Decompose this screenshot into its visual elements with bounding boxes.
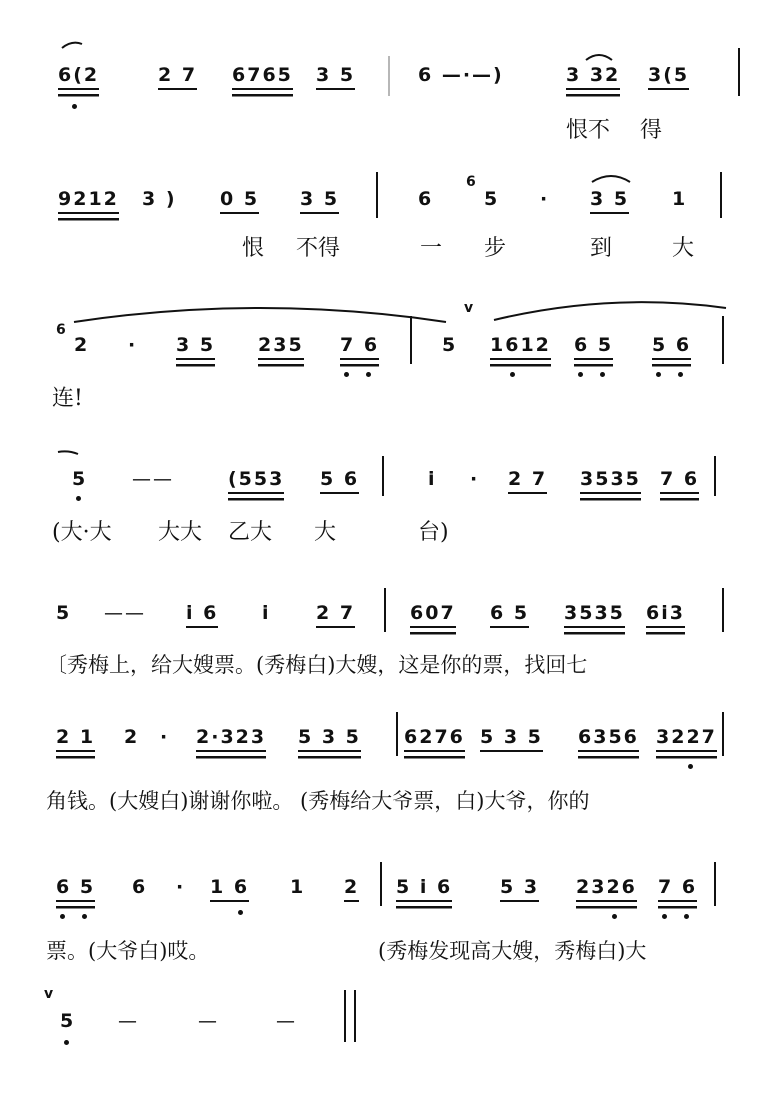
note-group: 2326 [576, 874, 637, 902]
note-group: 3 5 [176, 332, 215, 360]
notes-row [0, 874, 772, 914]
phrase-slur [490, 298, 730, 324]
octave-dot [510, 372, 515, 377]
lyrics-row [0, 116, 772, 152]
note-group: 2 7 [508, 466, 547, 494]
note-group: 3 32 [566, 62, 620, 90]
dotted-rhythm: · [128, 334, 138, 356]
barline [376, 172, 378, 218]
note-group: 2 1 [56, 724, 95, 752]
octave-dot [684, 914, 689, 919]
note-group: 3535 [580, 466, 641, 494]
lyric-syllable: 连! [52, 386, 83, 411]
barline [738, 48, 740, 96]
note-group: 3227 [656, 724, 717, 752]
breath-mark: v [464, 300, 474, 316]
octave-dot [72, 104, 77, 109]
lyric-syllable: 恨 [242, 236, 265, 261]
note-group: 3 5 [316, 62, 355, 90]
note-group: 5 [72, 468, 88, 490]
note-group: 6 [132, 876, 148, 898]
note-group: 7 6 [660, 466, 699, 494]
note-group: 6276 [404, 724, 465, 752]
lyric-syllable: 恨不 [566, 118, 611, 143]
dotted-rhythm: · [540, 188, 550, 210]
octave-dot [76, 496, 81, 501]
lyric-syllable: 乙大 [228, 520, 273, 545]
note-group: 2 [74, 334, 90, 356]
note-group: 5 [484, 188, 500, 210]
barline [382, 456, 384, 496]
lyric-syllable: 不得 [296, 236, 341, 261]
lyrics-row [0, 234, 772, 270]
notes-row [0, 62, 772, 102]
note-group: 5 i 6 [396, 874, 452, 902]
stage-direction: 票。(大爷白)哎。 [46, 939, 210, 963]
octave-dot [64, 1040, 69, 1045]
note-group: 2 [344, 874, 359, 902]
barline [396, 712, 398, 756]
octave-dot [656, 372, 661, 377]
lyric-syllable: 台) [418, 520, 449, 545]
lyrics-row [0, 786, 772, 822]
grace-note: 6 [56, 322, 66, 338]
note-group: i [428, 468, 437, 490]
barline [722, 316, 724, 364]
lyric-syllable: (大·大 [52, 520, 112, 545]
lyric-syllable: 得 [640, 118, 663, 143]
grace-note: 6 [466, 174, 476, 190]
notes-row [0, 174, 772, 226]
barline [380, 862, 382, 906]
note-group: — [276, 1010, 297, 1032]
dotted-rhythm: · [176, 876, 186, 898]
note-group: 5 6 [320, 466, 359, 494]
note-group: 1 [290, 876, 306, 898]
note-group: 6 —·—) [418, 64, 504, 86]
stage-direction: (秀梅发现高大嫂，秀梅白)大 [378, 939, 647, 963]
note-group: 6 [418, 188, 434, 210]
octave-dot [60, 914, 65, 919]
note-group: 1 6 [210, 874, 249, 902]
slur-mark [56, 444, 80, 458]
note-group: 607 [410, 600, 456, 628]
note-group: 6765 [232, 62, 293, 90]
note-group: 1612 [490, 332, 551, 360]
lyrics-row [0, 650, 772, 686]
barline [714, 456, 716, 496]
octave-dot [238, 910, 243, 915]
note-group: 3 5 [300, 186, 339, 214]
note-group: 235 [258, 332, 304, 360]
octave-dot [344, 372, 349, 377]
octave-dot [600, 372, 605, 377]
barline [722, 588, 724, 632]
lyric-syllable: 一 [420, 236, 443, 261]
octave-dot [578, 372, 583, 377]
note-group: 2 7 [158, 62, 197, 90]
note-group: 6356 [578, 724, 639, 752]
slur-mark [60, 38, 84, 52]
tie-mark [584, 50, 614, 62]
note-group: 1 [672, 188, 688, 210]
note-group: —— [104, 602, 146, 624]
note-group: (553 [228, 466, 284, 494]
note-group: —— [132, 468, 174, 490]
octave-dot [82, 914, 87, 919]
dotted-rhythm: · [470, 468, 480, 490]
breath-mark: v [44, 986, 54, 1002]
note-group: 3(5 [648, 62, 689, 90]
notes-row [0, 322, 772, 372]
octave-dot [662, 914, 667, 919]
note-group: 6(2 [58, 62, 99, 90]
note-group: 7 6 [658, 874, 697, 902]
phrase-slur [70, 300, 450, 326]
note-group: — [118, 1010, 139, 1032]
tie-mark [590, 172, 632, 184]
notes-row [0, 466, 772, 506]
barline [722, 712, 724, 756]
note-group: 5 6 [652, 332, 691, 360]
lyric-syllable: 到 [590, 236, 613, 261]
note-group: i [262, 602, 271, 624]
notes-row [0, 600, 772, 640]
barline [384, 588, 386, 632]
lyrics-row [0, 384, 772, 420]
note-group: 6 5 [490, 600, 529, 628]
octave-dot [612, 914, 617, 919]
barline [388, 56, 390, 96]
note-group: 2·323 [196, 724, 266, 752]
note-group: 5 [442, 334, 458, 356]
note-group: 5 3 5 [298, 724, 361, 752]
note-group: 9212 [58, 186, 119, 214]
lyric-syllable: 步 [484, 236, 507, 261]
barline [714, 862, 716, 906]
octave-dot [678, 372, 683, 377]
note-group: — [198, 1010, 219, 1032]
note-group: 6 5 [56, 874, 95, 902]
note-group: 7 6 [340, 332, 379, 360]
note-group: 6 5 [574, 332, 613, 360]
note-group: 5 3 [500, 874, 539, 902]
lyric-syllable: 大 [672, 236, 695, 261]
notes-row [0, 1008, 772, 1048]
stage-direction: 角钱。(大嫂白)谢谢你啦。 (秀梅给大爷票，白)大爷，你的 [46, 789, 590, 813]
note-group: 3 ) [142, 188, 177, 210]
barline [720, 172, 722, 218]
notes-row [0, 724, 772, 764]
note-group: 5 3 5 [480, 724, 543, 752]
final-double-barline [344, 990, 356, 1042]
lyrics-row [0, 936, 772, 972]
note-group: 5 [60, 1010, 76, 1032]
octave-dot [366, 372, 371, 377]
note-group: i 6 [186, 600, 218, 628]
note-group: 3535 [564, 600, 625, 628]
lyric-syllable: 大 [314, 520, 337, 545]
stage-direction: 〔秀梅上，给大嫂票。(秀梅白)大嫂，这是你的票，找回七 [46, 653, 588, 677]
note-group: 5 [56, 602, 72, 624]
note-group: 0 5 [220, 186, 259, 214]
note-group: 2 7 [316, 600, 355, 628]
lyric-syllable: 大大 [158, 520, 203, 545]
barline [410, 316, 412, 364]
dotted-rhythm: · [160, 726, 170, 748]
octave-dot [688, 764, 693, 769]
note-group: 6i3 [646, 600, 685, 628]
note-group: 3 5 [590, 186, 629, 214]
note-group: 2 [124, 726, 140, 748]
lyrics-row [0, 518, 772, 554]
